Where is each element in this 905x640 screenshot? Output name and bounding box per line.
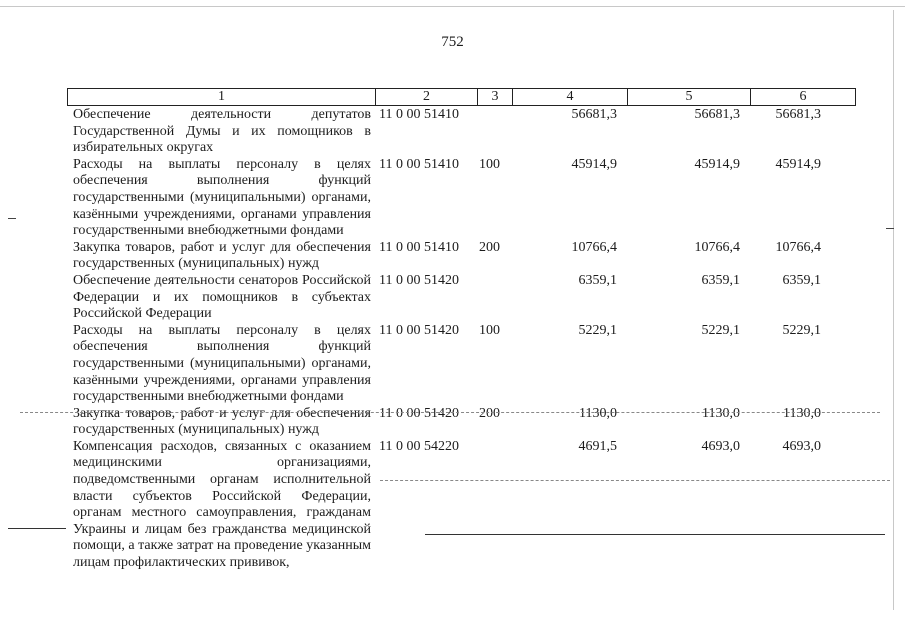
row-value-2: 10766,4 (694, 239, 740, 255)
budget-rows (67, 107, 855, 572)
row-value-2: 1130,0 (702, 405, 740, 421)
column-header-6: 6 (751, 89, 856, 106)
row-name: Обеспечение деятельности сенаторов Российской Федерации и их помощников в субъектах Российской Федерации (73, 272, 371, 322)
row-value-1: 56681,3 (571, 107, 617, 122)
column-header-4: 4 (513, 89, 628, 106)
scan-mark-right (886, 228, 894, 229)
scan-mark-left (8, 218, 16, 219)
row-value-1: 45914,9 (571, 156, 617, 172)
row-name: Обеспечение деятельности депутатов Государственной Думы и их помощников в избирательных округах (73, 107, 371, 156)
column-header-2: 2 (376, 89, 478, 106)
row-value-3: 6359,1 (782, 272, 821, 288)
table-row (67, 273, 855, 323)
row-expense-type (477, 439, 512, 572)
row-code: 11 0 00 51420 (379, 322, 459, 338)
row-name: Расходы на выплаты персоналу в целях обеспечения выполнения функций государственными (муниципальными) органами, казёнными учреждениями, органами управления государственными внебюджетными фондами (73, 156, 371, 239)
table-row (67, 157, 855, 240)
column-header-5: 5 (628, 89, 751, 106)
row-value-2: 56681,3 (694, 107, 740, 122)
row-value-1: 4691,5 (578, 438, 617, 454)
column-header-3: 3 (478, 89, 513, 106)
row-value-3: 1130,0 (783, 405, 821, 421)
column-header-table (67, 88, 856, 106)
scan-rule (8, 528, 66, 529)
row-code: 11 0 00 51410 (379, 107, 459, 122)
row-name: Компенсация расходов, связанных с оказанием медицинскими организациями, подведомственными органам исполнительной власти субъектов Российской Федерации, органам местного самоуправления, гражданам Украины и лицам без гражданства медицинской помощи, а также затрат на проведение указанным лицам профилактических прививок, (73, 438, 371, 571)
scan-edge-right (893, 10, 894, 610)
row-value-3: 45914,9 (775, 156, 821, 172)
scan-edge-top (0, 6, 905, 7)
row-name: Закупка товаров, работ и услуг для обеспечения государственных (муниципальных) нужд (73, 405, 371, 438)
table-row (67, 439, 855, 572)
row-value-3: 4693,0 (782, 438, 821, 454)
row-value-1: 10766,4 (571, 239, 617, 255)
row-expense-type (477, 273, 512, 323)
row-code: 11 0 00 51410 (379, 239, 459, 255)
row-code: 11 0 00 51420 (379, 272, 459, 288)
scan-rule (380, 480, 890, 482)
row-value-2: 6359,1 (701, 272, 740, 288)
row-value-1: 1130,0 (579, 405, 617, 421)
row-expense-type: 200 (479, 405, 500, 421)
row-code: 11 0 00 51420 (379, 405, 459, 421)
scan-rule (425, 534, 885, 535)
row-value-1: 6359,1 (578, 272, 617, 288)
page-number: 752 (441, 34, 464, 50)
row-value-3: 56681,3 (775, 107, 821, 122)
row-value-2: 45914,9 (694, 156, 740, 172)
row-expense-type: 200 (479, 239, 500, 255)
row-value-1: 5229,1 (578, 322, 617, 338)
row-expense-type: 100 (479, 322, 500, 338)
table-row (67, 406, 855, 439)
scan-rule (20, 412, 880, 414)
table-row (67, 107, 855, 157)
row-name: Закупка товаров, работ и услуг для обеспечения государственных (муниципальных) нужд (73, 239, 371, 272)
row-value-3: 5229,1 (782, 322, 821, 338)
row-expense-type (477, 107, 512, 157)
row-code: 11 0 00 54220 (379, 438, 459, 454)
column-header-row (68, 89, 856, 106)
row-value-2: 4693,0 (701, 438, 740, 454)
row-value-2: 5229,1 (701, 322, 740, 338)
row-value-3: 10766,4 (775, 239, 821, 255)
row-code: 11 0 00 51410 (379, 156, 459, 172)
table-row (67, 240, 855, 273)
row-expense-type: 100 (479, 156, 500, 172)
column-header-1: 1 (68, 89, 376, 106)
row-name: Расходы на выплаты персоналу в целях обеспечения выполнения функций государственными (муниципальными) органами, казёнными учреждениями, органами управления государственными внебюджетными фондами (73, 322, 371, 405)
table-row (67, 323, 855, 406)
